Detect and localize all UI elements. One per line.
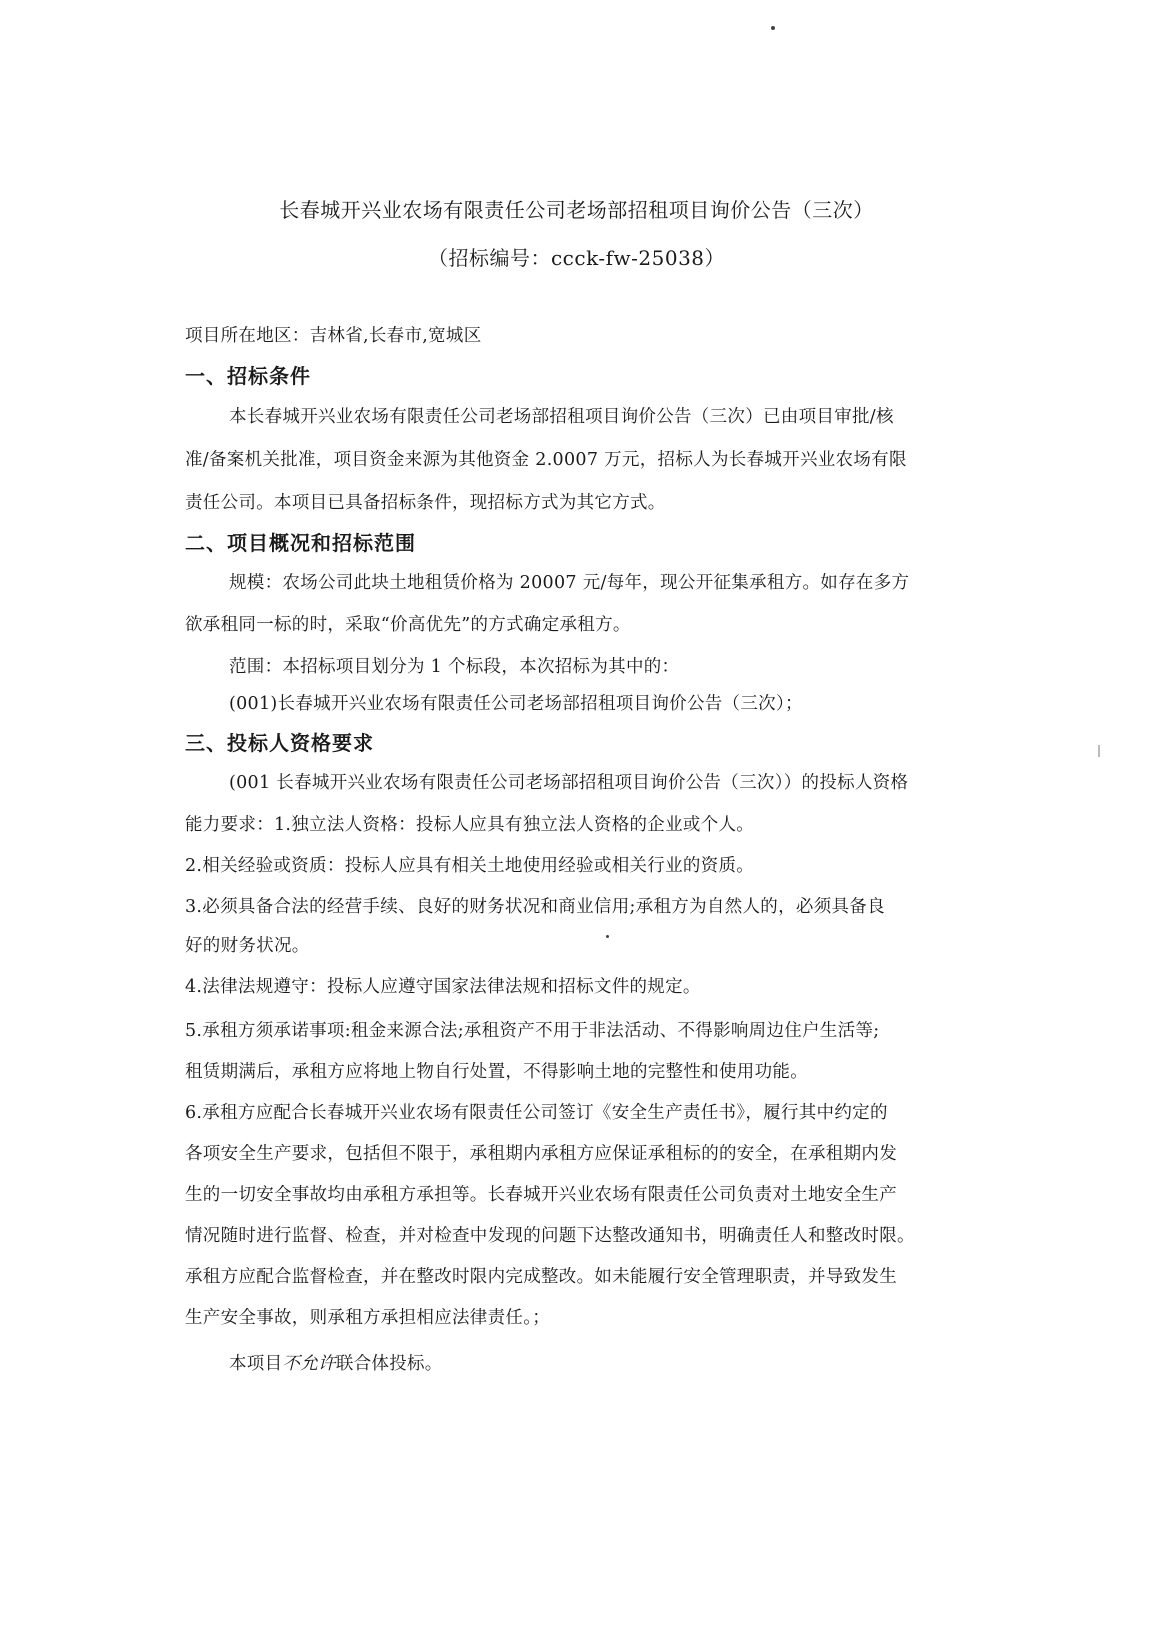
consortium-emphasis: 不允许 bbox=[282, 1354, 336, 1374]
section-heading-bidding-conditions: 一、招标条件 bbox=[185, 364, 311, 388]
scan-speck bbox=[606, 935, 609, 938]
paragraph-line: 5.承租方须承诺事项:租金来源合法;承租资产不用于非法活动、不得影响周边住户生活等; bbox=[185, 1021, 880, 1041]
paragraph-line: 生的一切安全事故均由承租方承担等。长春城开兴业农场有限责任公司负责对土地安全生产 bbox=[185, 1185, 897, 1205]
paragraph-line: 本长春城开兴业农场有限责任公司老场部招租项目询价公告（三次）已由项目审批/核 bbox=[229, 407, 894, 427]
paragraph-line: (001)长春城开兴业农场有限责任公司老场部招租项目询价公告（三次）； bbox=[229, 694, 803, 714]
paragraph-line: 租赁期满后，承租方应将地上物自行处置，不得影响土地的完整性和使用功能。 bbox=[185, 1062, 808, 1082]
paragraph-line: 规模：农场公司此块土地租赁价格为 20007 元/每年，现公开征集承租方。如存在多方 bbox=[229, 573, 910, 593]
section-heading-project-overview: 二、项目概况和招标范围 bbox=[185, 531, 416, 555]
section-heading-bidder-qualifications: 三、投标人资格要求 bbox=[185, 731, 374, 755]
paragraph-line: 欲承租同一标的时，采取“价高优先”的方式确定承租方。 bbox=[185, 615, 631, 635]
document-title: 长春城开兴业农场有限责任公司老场部招租项目询价公告（三次） bbox=[279, 198, 874, 222]
project-location: 项目所在地区：吉林省,长春市,宽城区 bbox=[185, 326, 482, 346]
paragraph-line: 3.必须具备合法的经营手续、良好的财务状况和商业信用;承租方为自然人的，必须具备良 bbox=[185, 897, 885, 917]
paragraph-line: 范围：本招标项目划分为 1 个标段，本次招标为其中的： bbox=[229, 657, 680, 677]
consortium-suffix: 联合体投标。 bbox=[335, 1354, 443, 1374]
paragraph-line: 各项安全生产要求，包括但不限于，承租期内承租方应保证承租标的的安全，在承租期内发 bbox=[185, 1144, 897, 1164]
paragraph-line: 2.相关经验或资质：投标人应具有相关土地使用经验或相关行业的资质。 bbox=[185, 856, 755, 876]
scan-speck bbox=[1098, 745, 1100, 757]
paragraph-line: 6.承租方应配合长春城开兴业农场有限责任公司签订《安全生产责任书》，履行其中约定的 bbox=[185, 1103, 888, 1123]
scan-speck bbox=[771, 26, 775, 30]
consortium-statement bbox=[229, 1350, 443, 1375]
paragraph-line: 准/备案机关批准，项目资金来源为其他资金 2.0007 万元，招标人为长春城开兴业农场有限 bbox=[185, 450, 907, 470]
paragraph-line: 责任公司。本项目已具备招标条件，现招标方式为其它方式。 bbox=[185, 493, 666, 513]
consortium-prefix: 本项目 bbox=[229, 1354, 283, 1374]
paragraph-line: (001 长春城开兴业农场有限责任公司老场部招租项目询价公告（三次））的投标人资格 bbox=[229, 773, 909, 793]
paragraph-line: 生产安全事故，则承租方承担相应法律责任。； bbox=[185, 1308, 551, 1328]
bid-number: （招标编号：ccck-fw-25038） bbox=[427, 246, 726, 270]
paragraph-line: 承租方应配合监督检查，并在整改时限内完成整改。如未能履行安全管理职责，并导致发生 bbox=[185, 1267, 897, 1287]
paragraph-line: 情况随时进行监督、检查，并对检查中发现的问题下达整改通知书，明确责任人和整改时限。 bbox=[185, 1226, 915, 1246]
paragraph-line: 4.法律法规遵守：投标人应遵守国家法律法规和招标文件的规定。 bbox=[185, 977, 701, 997]
paragraph-line: 好的财务状况。 bbox=[185, 936, 310, 956]
paragraph-line: 能力要求：1.独立法人资格：投标人应具有独立法人资格的企业或个人。 bbox=[185, 815, 755, 835]
